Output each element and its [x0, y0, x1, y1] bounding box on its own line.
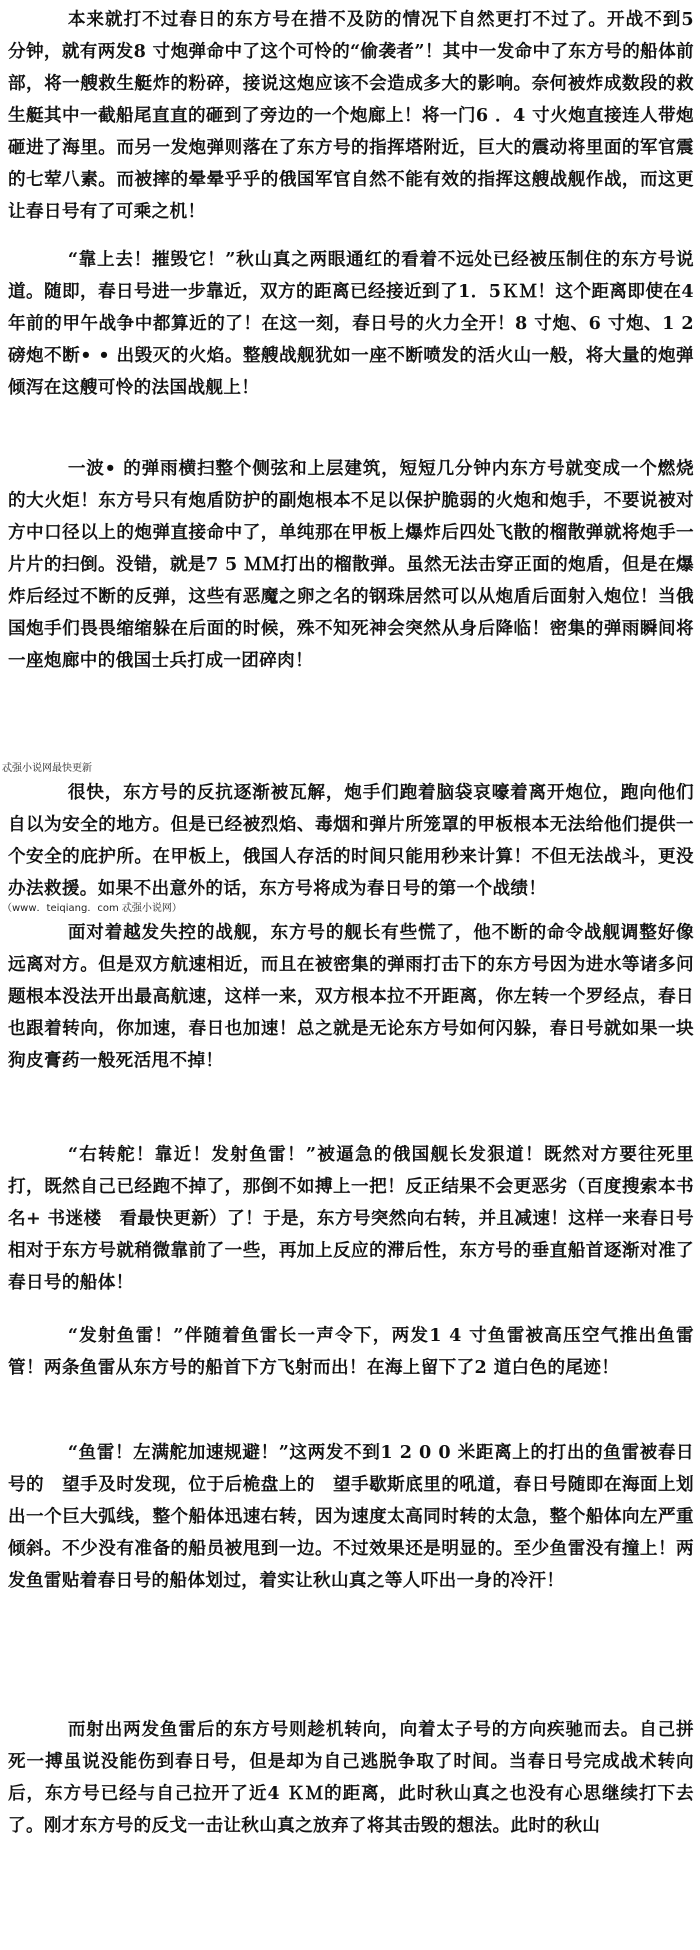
paragraph-6: “右转舵！靠近！发射鱼雷！”被逼急的俄国舰长发狠道！既然对方要往死里打，既然自己已经跑不掉了，那倒不如搏上一把！反正结果不会更恶劣（百度搜索本书名+ 书迷楼 看最快更新）了！于是，东方号突然向右转，并且减速！这样一来春日号相对于东方号就稍微靠前了一些，再加上反应的滞后性，东方号的垂直船首逐渐对准了春日号的船体！ — [8, 1144, 694, 1293]
paragraph-5: 面对着越发失控的战舰，东方号的舰长有些慌了，他不断的命令战舰调整好像远离对方。但是双方航速相近，而且在被密集的弹雨打击下的东方号因为进水等诸多问题根本没法开出最高航速，这样一来，双方根本拉不开距离，你左转一个罗经点，春日也跟着转向，你加速，春日也加速！总之就是无论东方号如何闪躲，春日号就如果一块狗皮膏药一般死活甩不掉！ — [8, 922, 694, 1071]
watermark-url: （www．teiqiang．com 忒强小说网） — [2, 903, 182, 914]
watermark-note: 忒强小说网最快更新 — [2, 763, 92, 774]
paragraph-1: 本来就打不过春日的东方号在措不及防的情况下自然更打不过了。开战不到5 分钟，就有两发8 寸炮弹命中了这个可怜的“偷袭者”！其中一发命中了东方号的船体前部，将一艘救生艇炸的粉碎，接说这炮应该不会造成多大的影响。奈何被炸成数段的救生艇其中一截船尾直直的砸到了旁边的一个炮廊上！将一门6 ．4 寸火炮直接连人带炮砸进了海里。而另一发炮弹则落在了东方号的指挥塔附近，巨大的震动将里面的军官震的七荤八素。而被摔的晕晕乎乎的俄国军官自然不能有效的指挥这艘战舰作战，而这更让春日号有了可乘之机！ — [8, 9, 694, 222]
paragraph-7: “发射鱼雷！”伴随着鱼雷长一声令下，两发1 4 寸鱼雷被高压空气推出鱼雷管！两条鱼雷从东方号的船首下方飞射而出！在海上留下了2 道白色的尾迹！ — [8, 1325, 694, 1378]
paragraph-9: 而射出两发鱼雷后的东方号则趁机转向，向着太子号的方向疾驰而去。自己拼死一搏虽说没能伤到春日号，但是却为自己逃脱争取了时间。当春日号完成战术转向后，东方号已经与自己拉开了近4 ＫＭ的距离，此时秋山真之也没有心思继续打下去了。刚才东方号的反戈一击让秋山真之放弃了将其击毁的想法。此时的秋山 — [8, 1719, 694, 1836]
paragraph-4: 很快，东方号的反抗逐渐被瓦解，炮手们跑着脑袋哀嚎着离开炮位，跑向他们自以为安全的地方。但是已经被烈焰、毒烟和弹片所笼罩的甲板根本无法给他们提供一个安全的庇护所。在甲板上，俄国人存活的时间只能用秒来计算！不但无法战斗，更没办法救援。如果不出意外的话，东方号将成为春日号的第一个战绩！ — [8, 782, 694, 899]
paragraph-2: “靠上去！摧毁它！”秋山真之两眼通红的看着不远处已经被压制住的东方号说道。随即，春日号进一步靠近，双方的距离已经接近到了1．5ＫＭ！这个距离即使在4 年前的甲午战争中都算近的了！在这一刻，春日号的火力全开！8 寸炮、6 寸炮、1 2 磅炮不断• • 出毁灭的火焰。整艘战舰犹如一座不断喷发的活火山一般，将大量的炮弹倾泻在这艘可怜的法国战舰上！ — [8, 249, 694, 398]
paragraph-3: 一波• 的弹雨横扫整个侧弦和上层建筑，短短几分钟内东方号就变成一个燃烧的大火炬！东方号只有炮盾防护的副炮根本不足以保护脆弱的火炮和炮手，不要说被对方中口径以上的炮弹直接命中了，单纯那在甲板上爆炸后四处飞散的榴散弹就将炮手一片片的扫倒。没错，就是7 5 ＭＭ打出的榴散弹。虽然无法击穿正面的炮盾，但是在爆炸后经过不断的反弹，这些有恶魔之卵之名的钢珠居然可以从炮盾后面射入炮位！当俄国炮手们畏畏缩缩躲在后面的时候，殊不知死神会突然从身后降临！密集的弹雨瞬间将一座炮廊中的俄国士兵打成一团碎肉！ — [8, 458, 694, 671]
paragraph-8: “鱼雷！左满舵加速规避！”这两发不到1 2 0 0 米距离上的打出的鱼雷被春日号的 望手及时发现，位于后桅盘上的 望手歇斯底里的吼道，春日号随即在海面上划出一个巨大弧线，整个船体迅速右转，因为速度太高同时转的太急，整个船体向左严重倾斜。不少没有准备的船员被甩到一边。不过效果还是明显的。至少鱼雷没有撞上！两发鱼雷贴着春日号的船体划过，着实让秋山真之等人吓出一身的冷汗！ — [8, 1442, 694, 1591]
